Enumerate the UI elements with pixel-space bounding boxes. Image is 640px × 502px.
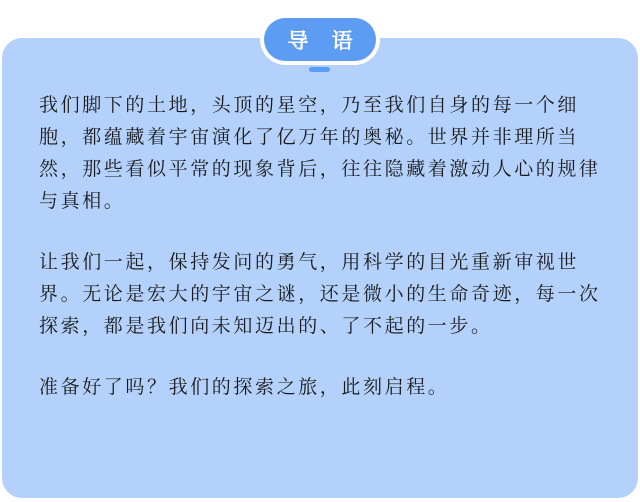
intro-paragraph-2: 让我们一起，保持发问的勇气，用科学的目光重新审视世界。无论是宏大的宇宙之谜，还是微小的生命奇迹，每一次探索，都是我们向未知迈出的、了不起的一步。 bbox=[39, 251, 601, 337]
intro-paragraph-1: 我们脚下的土地，头顶的星空，乃至我们自身的每一个细胞，都蕴藏着宇宙演化了亿万年的奥秘。世界并非理所当然，那些看似平常的现象背后，往往隐藏着激动人心的规律与真相。 bbox=[39, 94, 601, 212]
badge-underline-divider bbox=[309, 67, 330, 72]
intro-badge bbox=[264, 18, 376, 61]
intro-paragraph-3: 准备好了吗？我们的探索之旅，此刻启程。 bbox=[39, 376, 450, 398]
intro-badge-label: 导 语 bbox=[287, 28, 361, 53]
intro-text-body bbox=[39, 89, 605, 403]
